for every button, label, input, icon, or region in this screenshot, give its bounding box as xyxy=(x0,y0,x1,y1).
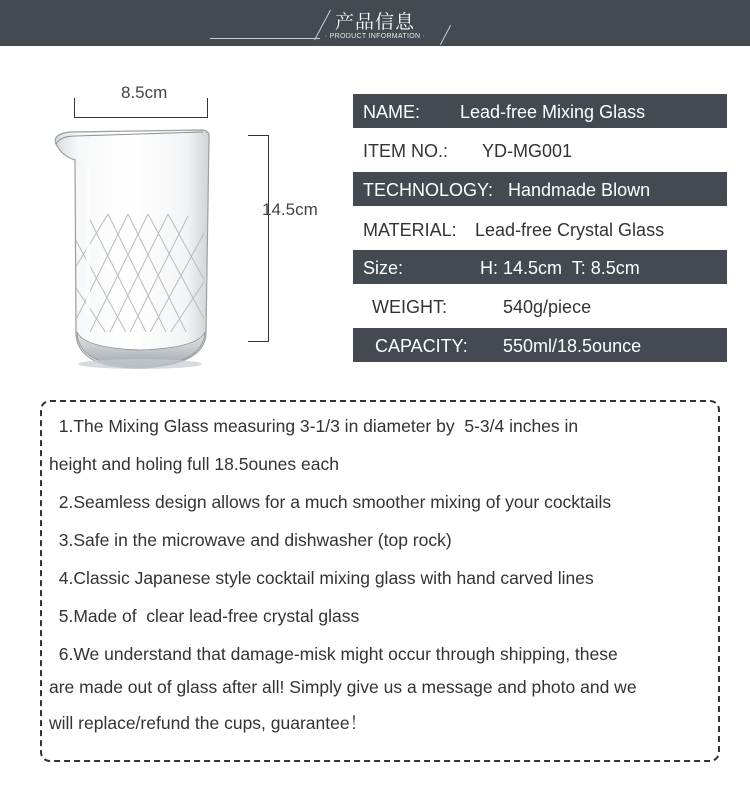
width-dimension-tick-left xyxy=(74,98,75,118)
height-dimension-tick-bottom xyxy=(248,341,269,342)
spec-value: 550ml/18.5ounce xyxy=(503,336,642,356)
feature-line: 6.We understand that damage-misk might occur through shipping, these xyxy=(49,644,618,664)
mixing-glass-image xyxy=(48,126,218,376)
feature-line: 3.Safe in the microwave and dishwasher (top rock) xyxy=(49,530,452,550)
spec-row-item-no xyxy=(353,133,727,167)
spec-value: Handmade Blown xyxy=(508,180,651,200)
spec-value: Lead-free Mixing Glass xyxy=(460,102,646,122)
feature-line: 5.Made of clear lead-free crystal glass xyxy=(49,606,360,626)
page-title: 产品信息 xyxy=(334,11,415,33)
width-dimension-line xyxy=(74,117,208,118)
spec-label: MATERIAL: xyxy=(363,220,457,240)
spec-label: Size: xyxy=(363,258,404,278)
height-dimension-line xyxy=(268,135,269,342)
spec-row-weight xyxy=(353,289,727,323)
feature-line: 1.The Mixing Glass measuring 3-1/3 in diameter by 5-3/4 inches in xyxy=(49,416,579,436)
spec-value: Lead-free Crystal Glass xyxy=(475,220,665,240)
spec-label: WEIGHT: xyxy=(372,297,447,317)
spec-value: YD-MG001 xyxy=(482,141,573,161)
spec-value: 540g/piece xyxy=(503,297,592,317)
spec-row-name xyxy=(353,94,727,128)
page-subtitle: · PRODUCT INFORMATION · xyxy=(324,33,426,40)
header-banner xyxy=(0,0,750,46)
spec-label: NAME: xyxy=(363,102,421,122)
feature-line: 2.Seamless design allows for a much smoother mixing of your cocktails xyxy=(49,492,612,512)
spec-row-technology xyxy=(353,172,727,206)
spec-label: TECHNOLOGY: xyxy=(363,180,494,200)
feature-line: height and holing full 18.5ounes each xyxy=(49,454,339,474)
spec-row-material xyxy=(353,212,727,246)
spec-row-capacity xyxy=(353,328,727,362)
spec-row-size xyxy=(353,250,727,284)
spec-label: ITEM NO.: xyxy=(363,141,448,161)
height-dimension-label: 14.5cm xyxy=(262,200,318,219)
feature-line: 4.Classic Japanese style cocktail mixing glass with hand carved lines xyxy=(49,568,594,588)
spec-value: H: 14.5cm T: 8.5cm xyxy=(480,258,640,278)
spec-label: CAPACITY: xyxy=(375,336,468,356)
height-dimension-tick-top xyxy=(248,135,269,136)
width-dimension-tick-right xyxy=(207,98,208,118)
feature-line: are made out of glass after all! Simply give us a message and photo and we xyxy=(49,677,637,697)
width-dimension-label: 8.5cm xyxy=(121,83,168,102)
feature-line: will replace/refund the cups, guarantee！ xyxy=(49,713,368,733)
